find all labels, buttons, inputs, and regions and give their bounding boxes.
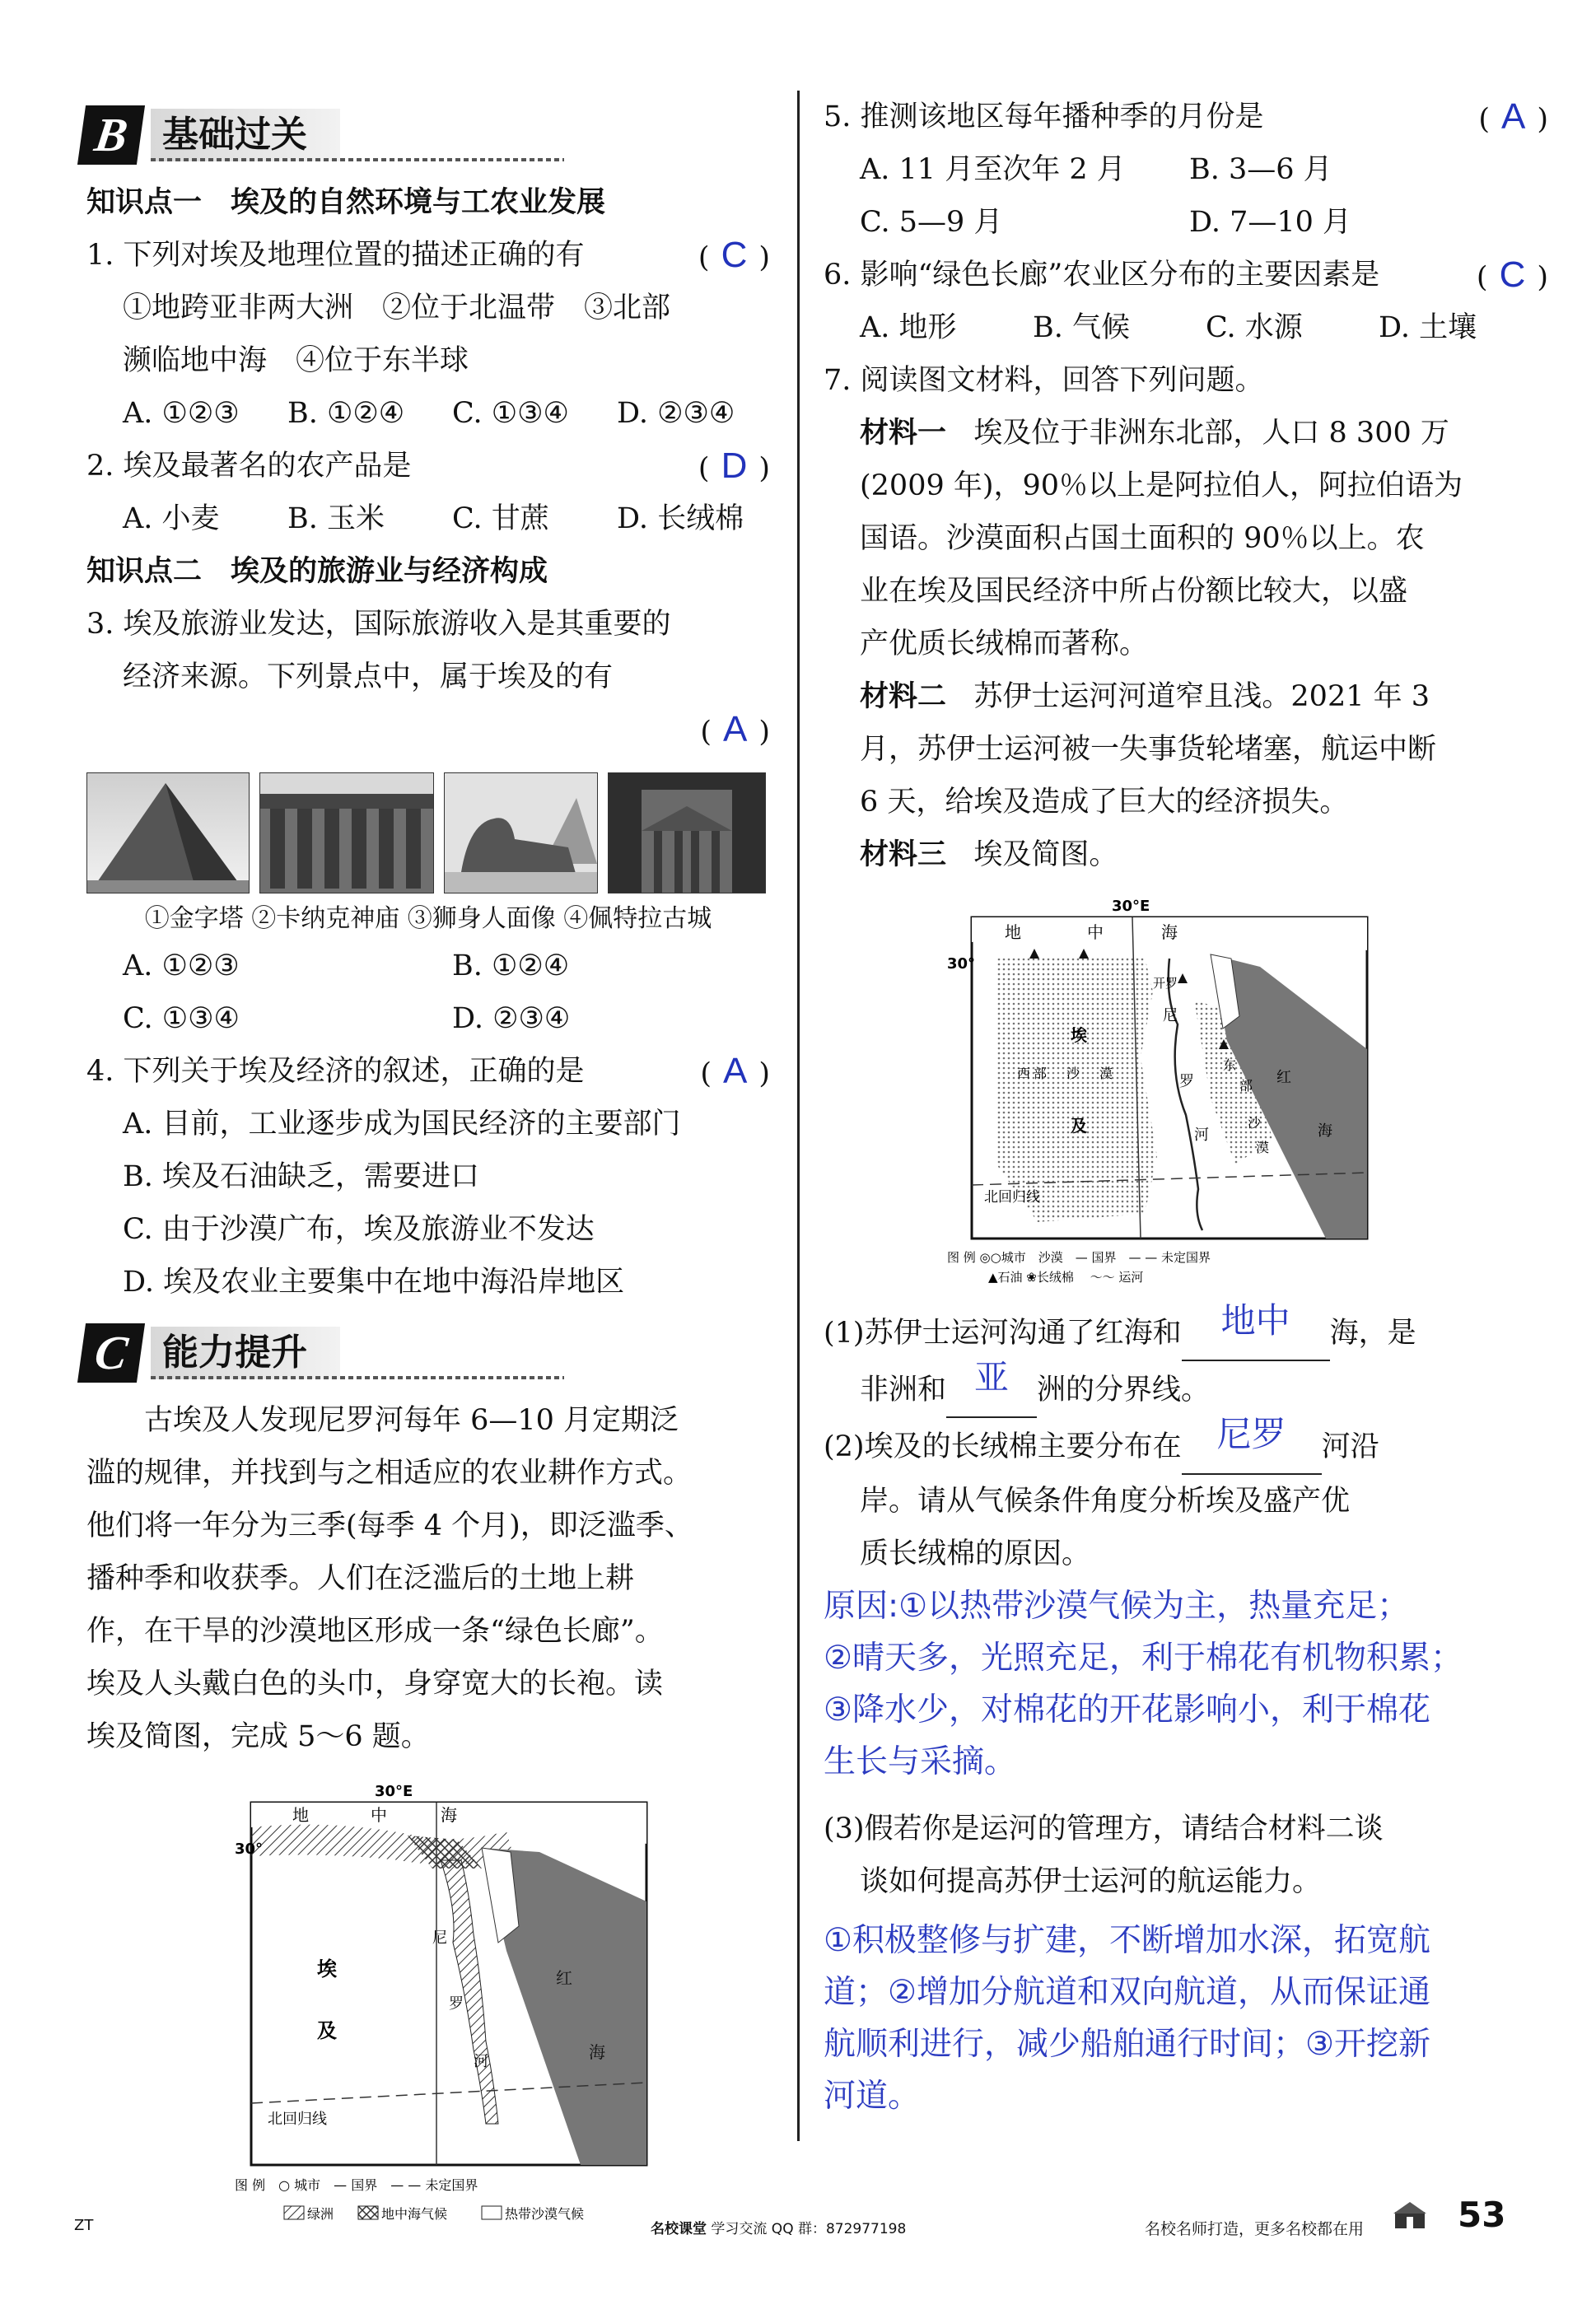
map1-legend-desert: 热带沙漠气候 xyxy=(505,2206,585,2222)
map2-legend: 图 例 ◎○城市 沙漠 — 国界 — — 未定国界 xyxy=(947,1250,1211,1265)
map2-lat-label: 30° xyxy=(947,955,976,973)
map2-desert-w: 漠 xyxy=(1099,1066,1113,1081)
sub3-line2: 谈如何提高苏伊士运河的航运能力。 xyxy=(860,1865,1322,1898)
q5-stem: 5. 推测该地区每年播种季的月份是 ( A ) xyxy=(824,91,1548,143)
sub3-answer-line: 航顺利进行，减少船舶通行时间；③开挖新 xyxy=(824,2026,1430,2063)
material-1-line: 国语。沙漠面积占国土面积的 90％以上。农 xyxy=(860,522,1425,555)
sub2-answer-line: ②晴天多，光照充足，利于棉花有机物积累； xyxy=(824,1640,1463,1677)
sub3-answer[interactable] xyxy=(824,1915,1548,2122)
brand-logo-icon xyxy=(1392,2200,1428,2233)
map1-legend-oasis: 绿洲 xyxy=(307,2206,334,2222)
map2-tropic: 北回归线 xyxy=(984,1189,1040,1206)
q1-options xyxy=(86,387,770,440)
passage xyxy=(86,1394,770,1763)
sphinx-photo xyxy=(444,772,598,893)
map2-desert-w: 沙 xyxy=(1066,1066,1080,1081)
map1-country: 埃 xyxy=(317,1957,337,1980)
sub2-line1: (2)埃及的长绒棉主要分布在 尼罗 河沿 xyxy=(824,1418,1548,1475)
q3-option-a: A. ①②③ xyxy=(123,949,240,982)
map1-legend-med: 地中海气候 xyxy=(381,2206,448,2222)
q6-answer: ( C ) xyxy=(1476,254,1548,295)
q4-option-d: D. 埃及农业主要集中在地中海沿岸地区 xyxy=(123,1266,625,1299)
sub2-line3: 质长绒棉的原因。 xyxy=(860,1537,1091,1570)
map1-sea: 地 xyxy=(292,1805,309,1825)
q1-option-b: B. ①②④ xyxy=(287,397,405,430)
material-2-line: 月，苏伊士运河被一失事货轮堵塞，航运中断 xyxy=(860,733,1437,766)
right-column xyxy=(824,91,1548,2122)
q5-option-c: C. 5—9 月 xyxy=(860,206,1003,239)
section-advanced xyxy=(82,1318,770,1389)
q3-caption: ①金字塔 ②卡纳克神庙 ③狮身人面像 ④佩特拉古城 xyxy=(144,904,712,933)
q6-option-c: C. 水源 xyxy=(1206,311,1303,344)
material-2 xyxy=(824,670,1548,828)
q3-photos xyxy=(86,772,770,893)
sub2-blank[interactable]: 尼罗 xyxy=(1182,1418,1322,1475)
map2-desert-w: 西 xyxy=(1017,1066,1031,1081)
footer-center-brand: 名校课堂 xyxy=(651,2221,707,2237)
map2-desert-w: 部 xyxy=(1034,1066,1048,1081)
map2-river: 罗 xyxy=(1179,1073,1194,1090)
material-1-line: 产优质长绒棉而著称。 xyxy=(860,627,1149,660)
q7-stem: 7. 阅读图文材料，回答下列问题。 xyxy=(824,364,1264,397)
map1-red-sea: 红 xyxy=(556,1968,572,1988)
knowledge-point-2: 知识点二 埃及的旅游业与经济构成 xyxy=(86,555,548,588)
footer-center-text: 学习交流 QQ 群：872977198 xyxy=(711,2221,907,2237)
q2-stem: 2. 埃及最著名的农产品是 ( D ) xyxy=(86,440,770,492)
map2-desert-e: 东 xyxy=(1223,1057,1237,1073)
q5-options-row1 xyxy=(824,143,1548,196)
q5-options-row2 xyxy=(824,196,1548,249)
map2-sea: 海 xyxy=(1161,922,1178,942)
q1-option-c: C. ①③④ xyxy=(452,397,569,430)
q1-line2: ①地跨亚非两大洲 ②位于北温带 ③北部 xyxy=(123,292,671,324)
section-basic xyxy=(82,100,770,171)
material-1-line: (2009 年)，90％以上是阿拉伯人，阿拉伯语为 xyxy=(860,469,1463,502)
map1-sea: 中 xyxy=(371,1805,387,1825)
passage-line: 埃及简图，完成 5～6 题。 xyxy=(86,1720,430,1753)
map1-sea: 海 xyxy=(441,1805,457,1825)
map2-river: 河 xyxy=(1194,1127,1209,1144)
map2-city: 开罗 xyxy=(1153,976,1178,991)
q1-answer: ( C ) xyxy=(698,235,770,275)
map1-river: 河 xyxy=(474,2053,488,2070)
egypt-climate-map xyxy=(235,1778,696,2239)
q1-option-a: A. ①②③ xyxy=(123,397,240,430)
q5-option-a: A. 11 月至次年 2 月 xyxy=(860,153,1126,186)
q6-option-b: B. 气候 xyxy=(1033,311,1130,344)
material-1-line: 埃及位于非洲东北部，人口 8 300 万 xyxy=(973,417,1449,450)
q6-options xyxy=(824,301,1548,354)
q3-line2: 经济来源。下列景点中，属于埃及的有 xyxy=(123,660,614,693)
footer-center xyxy=(651,2217,906,2237)
material-1-line: 业在埃及国民经济中所占份额比较大，以盛 xyxy=(860,575,1408,608)
map2-desert-e: 部 xyxy=(1239,1078,1253,1094)
q3-answer-line xyxy=(86,703,770,756)
sub2-answer-line: ③降水少，对棉花的开花影响小，利于棉花 xyxy=(824,1691,1430,1729)
q6-stem: 6. 影响“绿色长廊”农业区分布的主要因素是 ( C ) xyxy=(824,249,1548,301)
passage-line: 作，在干旱的沙漠地区形成一条“绿色长廊”。 xyxy=(86,1615,664,1648)
sub3-answer-line: ①积极整修与扩建，不断增加水深，拓宽航 xyxy=(824,1922,1430,1959)
map2-sea: 中 xyxy=(1087,922,1104,942)
map2-red-sea: 海 xyxy=(1318,1122,1332,1140)
q3-options-row2 xyxy=(86,992,770,1045)
sub1-blank-1[interactable]: 地中 xyxy=(1182,1304,1330,1361)
pyramid-photo xyxy=(86,772,250,893)
passage-line: 埃及人头戴白色的头巾，身穿宽大的长袍。读 xyxy=(86,1668,664,1701)
section-title: 能力提升 xyxy=(151,1327,340,1379)
map2-desert-e: 沙 xyxy=(1248,1115,1262,1131)
map2-red-sea: 红 xyxy=(1276,1069,1291,1086)
q4-option-c: C. 由于沙漠广布，埃及旅游业不发达 xyxy=(123,1213,595,1246)
material-2-line: 苏伊士运河河道窄且浅。2021 年 3 xyxy=(973,680,1430,713)
map2-desert-e: 漠 xyxy=(1256,1140,1270,1155)
q3-stem: 3. 埃及旅游业发达，国际旅游收入是其重要的 xyxy=(86,608,671,641)
map2-sea: 地 xyxy=(1005,922,1021,942)
passage-line: 滥的规律，并找到与之相适应的农业耕作方式。 xyxy=(86,1457,693,1490)
section-letter: C xyxy=(77,1323,145,1383)
q1-option-d: D. ②③④ xyxy=(617,397,735,430)
sub2-answer[interactable] xyxy=(824,1580,1548,1788)
egypt-economy-map xyxy=(947,893,1408,1288)
q1-stem: 1. 下列对埃及地理位置的描述正确的有 ( C ) xyxy=(86,229,770,282)
passage-line: 播种季和收获季。人们在泛滥后的土地上耕 xyxy=(86,1562,635,1595)
q4-stem: 4. 下列关于埃及经济的叙述，正确的是 ( A ) xyxy=(86,1045,770,1098)
sub1-line1: (1)苏伊士运河沟通了红海和 地中 海，是 xyxy=(824,1304,1548,1361)
petra-photo xyxy=(608,772,766,893)
map1-river: 尼 xyxy=(432,1929,447,1947)
q5-option-d: D. 7—10 月 xyxy=(1189,206,1351,239)
passage-line: 他们将一年分为三季(每季 4 个月)，即泛滥季、 xyxy=(86,1509,693,1542)
map2-legend: ▲石油 ❀长绒棉 ～～ 运河 xyxy=(988,1270,1144,1285)
q4-option-b: B. 埃及石油缺乏，需要进口 xyxy=(123,1160,479,1193)
material-2-line: 6 天，给埃及造成了巨大的经济损失。 xyxy=(860,786,1349,819)
sub2-answer-line: 原因:①以热带沙漠气候为主，热量充足； xyxy=(824,1588,1410,1625)
material-3-text: 埃及简图。 xyxy=(973,838,1118,871)
map1-lon-label: 30°E xyxy=(375,1783,413,1800)
material-3 xyxy=(824,828,1548,881)
material-3-label: 材料三 xyxy=(860,838,947,871)
page-number: 53 xyxy=(1458,2195,1506,2235)
q4-answer: ( A ) xyxy=(700,1051,770,1091)
map1-tropic: 北回归线 xyxy=(268,2111,327,2128)
q3-option-c: C. ①③④ xyxy=(123,1002,240,1035)
q2-option-d: D. 长绒棉 xyxy=(617,502,744,535)
q5-answer: ( A ) xyxy=(1478,96,1548,137)
map1-country: 及 xyxy=(317,2019,337,2042)
map2-river: 尼 xyxy=(1163,1007,1178,1024)
passage-line: 古埃及人发现尼罗河每年 6—10 月定期泛 xyxy=(144,1404,679,1437)
q1-line3: 濒临地中海 ④位于东半球 xyxy=(123,344,469,377)
footer-left: ZT xyxy=(74,2217,94,2234)
sub1-blank-2[interactable]: 亚 xyxy=(946,1361,1037,1418)
sub2-answer-line: 生长与采摘。 xyxy=(824,1743,1017,1780)
column-divider xyxy=(797,91,800,2141)
sub2-line2: 岸。请从气候条件角度分析埃及盛产优 xyxy=(860,1485,1351,1518)
q6-option-a: A. 地形 xyxy=(860,311,957,344)
sub1-line2: 非洲和 亚 洲的分界线。 xyxy=(824,1361,1548,1418)
map2-lon-label: 30°E xyxy=(1112,898,1150,915)
section-letter: B xyxy=(77,105,145,165)
karnak-temple-photo xyxy=(259,772,434,893)
map1-lat-label: 30° xyxy=(235,1840,264,1858)
section-rule xyxy=(151,158,564,161)
material-1-label: 材料一 xyxy=(860,417,947,450)
left-column xyxy=(86,91,770,2239)
material-2-label: 材料二 xyxy=(860,680,947,713)
q2-options xyxy=(86,492,770,545)
map2-country: 及 xyxy=(1071,1116,1087,1136)
q3-option-b: B. ①②④ xyxy=(452,949,570,982)
q4-option-a: A. 目前，工业逐步成为国民经济的主要部门 xyxy=(123,1108,681,1141)
map2-country: 埃 xyxy=(1071,1025,1087,1045)
map1-river: 罗 xyxy=(449,1995,464,2013)
sub3-answer-line: 道；②增加分航道和双向航道，从而保证通 xyxy=(824,1974,1430,2011)
q3-answer: ( A ) xyxy=(700,709,770,749)
q3-options-row1 xyxy=(86,940,770,992)
q5-option-b: B. 3—6 月 xyxy=(1189,153,1332,186)
q2-option-a: A. 小麦 xyxy=(123,502,220,535)
q3-option-d: D. ②③④ xyxy=(452,1002,571,1035)
q2-option-c: C. 甘蔗 xyxy=(452,502,549,535)
q2-option-b: B. 玉米 xyxy=(287,502,385,535)
footer-right: 名校名师打造，更多名校都在用 xyxy=(1145,2220,1365,2238)
map1-red-sea: 海 xyxy=(589,2042,605,2062)
q6-option-d: D. 土壤 xyxy=(1379,311,1477,344)
map1-legend: 图 例 ○ 城市 — 国界 — — 未定国界 xyxy=(235,2177,478,2193)
sub3-answer-line: 河道。 xyxy=(824,2078,921,2115)
section-rule xyxy=(151,1376,564,1379)
material-1 xyxy=(824,407,1548,670)
section-title: 基础过关 xyxy=(151,109,340,161)
knowledge-point-1: 知识点一 埃及的自然环境与工农业发展 xyxy=(86,186,606,219)
q2-answer: ( D ) xyxy=(698,446,770,486)
sub3-line1: (3)假若你是运河的管理方，请结合材料二谈 xyxy=(824,1812,1384,1845)
